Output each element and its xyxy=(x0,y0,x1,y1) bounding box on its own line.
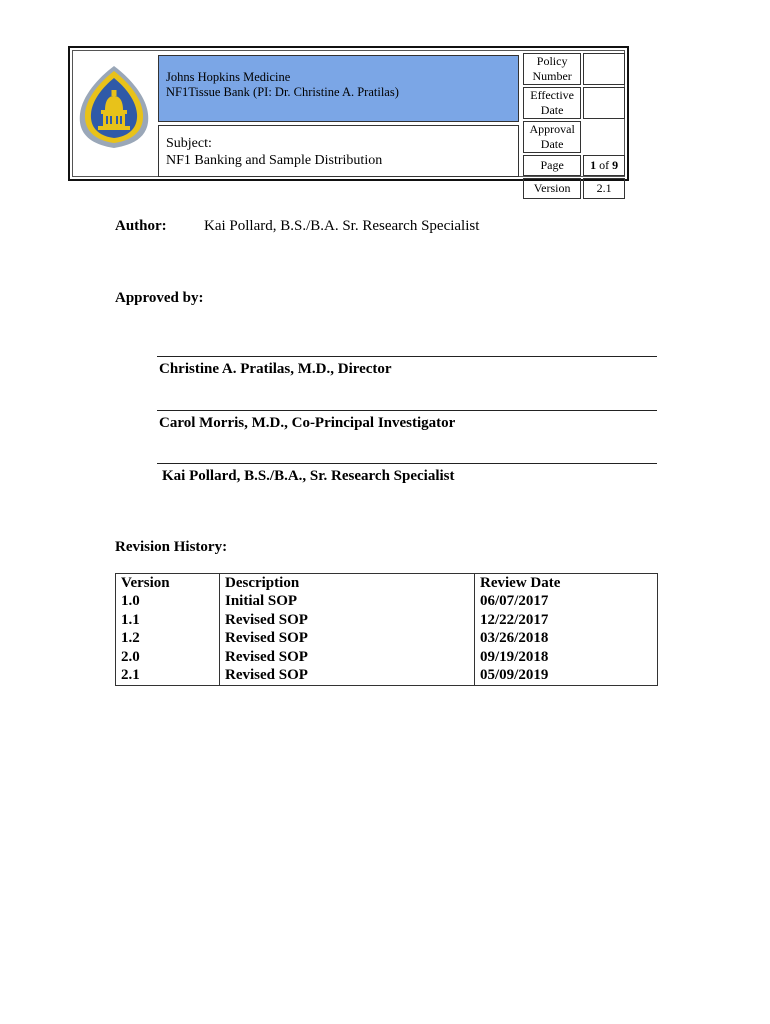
approved-by-label: Approved by: xyxy=(115,290,204,306)
page-total: 9 xyxy=(612,158,619,172)
cell-version: 1.1 xyxy=(116,611,220,630)
cell-version: 2.0 xyxy=(116,648,220,667)
institution-title-cell xyxy=(158,55,519,122)
table-row xyxy=(116,630,658,649)
signature-line xyxy=(157,410,657,411)
tissue-bank-name: NF1Tissue Bank (PI: Dr. Christine A. Pratilas) xyxy=(166,85,399,99)
cell-review-date: 09/19/2018 xyxy=(475,648,658,667)
cell-version: 1.0 xyxy=(116,593,220,612)
subject-value: NF1 Banking and Sample Distribution xyxy=(166,153,383,168)
cell-description: Revised SOP xyxy=(220,648,475,667)
cell-version: 2.1 xyxy=(116,667,220,686)
column-header-review-date: Review Date xyxy=(475,574,658,593)
meta-row-version xyxy=(523,178,625,199)
revision-history-label: Revision History: xyxy=(115,539,228,555)
cell-review-date: 03/26/2018 xyxy=(475,630,658,649)
page-current: 1 xyxy=(590,158,597,172)
cell-description: Revised SOP xyxy=(220,611,475,630)
table-row xyxy=(116,611,658,630)
version-value: 2.1 xyxy=(583,178,625,199)
meta-row-page xyxy=(523,155,625,176)
approval-date-label: Approval Date xyxy=(523,121,581,153)
meta-row-approval-date xyxy=(523,121,625,153)
table-row xyxy=(116,667,658,686)
cell-description: Initial SOP xyxy=(220,593,475,612)
page-label: Page xyxy=(523,155,581,176)
page-value xyxy=(583,155,625,176)
document-header xyxy=(68,46,629,195)
effective-date-label: Effective Date xyxy=(523,87,581,119)
subject-label: Subject: xyxy=(166,136,212,151)
policy-number-value xyxy=(583,53,625,85)
signatory-name: Carol Morris, M.D., Co-Principal Investigator xyxy=(159,415,456,431)
author-label: Author: xyxy=(115,218,167,234)
subject-cell xyxy=(158,125,519,177)
institution-name: Johns Hopkins Medicine xyxy=(166,70,291,84)
column-header-description: Description xyxy=(220,574,475,593)
table-header-row xyxy=(116,574,658,593)
table-row xyxy=(116,593,658,612)
document-meta-table xyxy=(521,51,627,201)
approval-date-empty xyxy=(583,121,625,153)
cell-review-date: 12/22/2017 xyxy=(475,611,658,630)
signatory-name: Christine A. Pratilas, M.D., Director xyxy=(159,361,392,377)
page-of: of xyxy=(596,158,613,172)
cell-review-date: 05/09/2019 xyxy=(475,667,658,686)
signatory-name: Kai Pollard, B.S./B.A., Sr. Research Specialist xyxy=(162,468,455,484)
revision-history-table xyxy=(115,573,658,686)
signature-line xyxy=(157,463,657,464)
meta-row-policy-number xyxy=(523,53,625,85)
table-row xyxy=(116,648,658,667)
author-value: Kai Pollard, B.S./B.A. Sr. Research Specialist xyxy=(204,218,480,234)
cell-description: Revised SOP xyxy=(220,667,475,686)
cell-version: 1.2 xyxy=(116,630,220,649)
cell-review-date: 06/07/2017 xyxy=(475,593,658,612)
meta-row-effective-date xyxy=(523,87,625,119)
signature-line xyxy=(157,356,657,357)
version-label: Version xyxy=(523,178,581,199)
cell-description: Revised SOP xyxy=(220,630,475,649)
effective-date-value xyxy=(583,87,625,119)
johns-hopkins-logo-icon xyxy=(74,52,154,175)
policy-number-label: Policy Number xyxy=(523,53,581,85)
column-header-version: Version xyxy=(116,574,220,593)
